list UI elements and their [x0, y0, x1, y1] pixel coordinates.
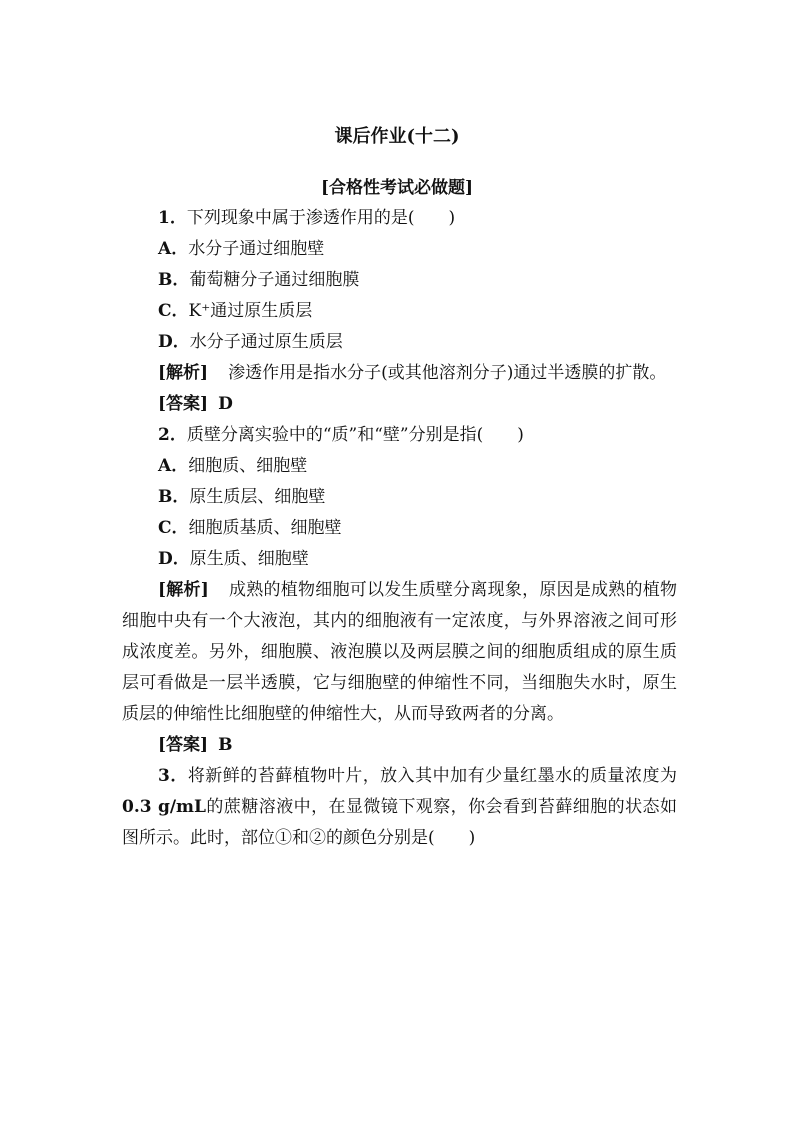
question-text: 质壁分离实验中的“质”和“壁”分别是指( ) [186, 425, 524, 445]
option-letter: C． [158, 301, 189, 321]
option-text: 原生质层、细胞壁 [189, 487, 326, 507]
question-2-option-c [122, 513, 677, 544]
section-heading: [合格性考试必做题] [320, 178, 474, 198]
question-1-answer [122, 389, 677, 420]
option-letter: B． [158, 270, 190, 290]
question-2-stem [122, 420, 677, 451]
question-number: 2． [158, 425, 187, 445]
question-1-stem [122, 203, 677, 234]
question-text-cont: 的蔗糖溶液中，在显微镜下观察，你会看到苔藓细胞的状态如图所示。此时，部位①和②的颜色分别是( ) [122, 797, 678, 848]
option-letter: A． [158, 239, 189, 259]
option-text: K⁺通过原生质层 [188, 301, 313, 321]
answer-tag: [答案] [158, 735, 209, 755]
question-2-option-a [122, 451, 677, 482]
option-letter: A． [158, 456, 189, 476]
option-text: 细胞质基质、细胞壁 [188, 518, 342, 538]
analysis-text: 成熟的植物细胞可以发生质壁分离现象，原因是成熟的植物细胞中央有一个大液泡，其内的细胞液有一定浓度，与外界溶液之间可形成浓度差。另外，细胞膜、液泡膜以及两层膜之间的细胞质组成的原生质层可看做是一层半透膜，它与细胞壁的伸缩性不同，当细胞失水时，原生质层的伸缩性比细胞壁的伸缩性大，从而导致两者的分离。 [122, 580, 678, 724]
option-text: 水分子通过原生质层 [189, 332, 343, 352]
option-letter: D． [158, 332, 190, 352]
concentration-value: 0.3 g/mL [122, 797, 206, 817]
question-1-option-d [122, 327, 677, 358]
option-text: 葡萄糖分子通过细胞膜 [189, 270, 360, 290]
option-text: 水分子通过细胞壁 [188, 239, 325, 259]
option-letter: B． [158, 487, 190, 507]
answer-value: D [218, 394, 233, 414]
page-title: 课后作业(十二) [334, 126, 460, 147]
question-3-stem [122, 761, 677, 854]
question-2-option-b [122, 482, 677, 513]
question-2-analysis [122, 575, 677, 730]
question-2-answer [122, 730, 677, 761]
analysis-text: 渗透作用是指水分子(或其他溶剂分子)通过半透膜的扩散。 [228, 363, 667, 383]
question-1-analysis [122, 358, 677, 389]
question-number: 1． [158, 208, 187, 228]
question-number: 3． [158, 766, 188, 786]
question-1-option-a [122, 234, 677, 265]
option-text: 细胞质、细胞壁 [188, 456, 308, 476]
answer-value: B [218, 735, 233, 755]
question-list [122, 203, 677, 854]
option-text: 原生质、细胞壁 [189, 549, 309, 569]
option-letter: D． [158, 549, 190, 569]
question-1-option-c [122, 296, 677, 327]
question-text: 将新鲜的苔藓植物叶片，放入其中加有少量红墨水的质量浓度为 [187, 766, 677, 786]
question-1-option-b [122, 265, 677, 296]
question-text: 下列现象中属于渗透作用的是( ) [186, 208, 456, 228]
option-letter: C． [158, 518, 189, 538]
analysis-tag: [解析] [158, 363, 209, 383]
answer-tag: [答案] [158, 394, 209, 414]
analysis-tag: [解析] [158, 580, 209, 600]
question-2-option-d [122, 544, 677, 575]
